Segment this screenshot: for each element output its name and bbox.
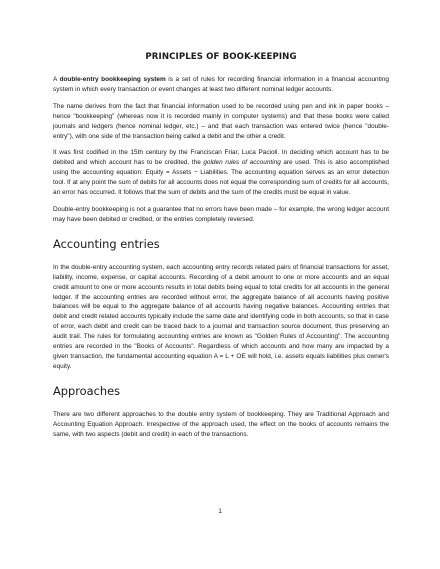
intro-p1-rest: is a set of rules for recording financial information in a financial accounting system in which every transaction or event changes at least two different nominal ledger accounts. xyxy=(53,76,389,93)
document-title: PRINCIPLES OF BOOK-KEEPING xyxy=(145,52,297,62)
intro-p1-lead: A xyxy=(53,76,60,83)
section-heading-accounting-entries: Accounting entries xyxy=(53,236,160,251)
document-page xyxy=(53,52,389,446)
section-heading-approaches: Approaches xyxy=(53,383,121,398)
intro-paragraph-1 xyxy=(53,75,389,95)
approaches-paragraph: There are two different approaches to the double entry system of bookkeeping. They are Traditional Approach and Accounting Equation Approach. Irrespective of the approach used, the effect on the books of accounts remains the same, with two aspects (debit and credit) in each of the transactions. xyxy=(53,410,389,438)
intro-paragraph-2: The name derives from the fact that financial information used to be recorded using pen and ink in paper books – hence "bookkeeping" (whereas now it is recorded mainly in computer systems) and that these books were called journals and ledgers (hence nominal ledger, etc.) – and that each transaction was entered twice (hence "double-entry"), with one side of the transaction being called a debit and the other a credit. xyxy=(53,102,389,140)
intro-paragraph-3 xyxy=(53,148,389,198)
intro-p3-before: It was first codified in the 15th century by the Franciscan Friar, Luca Pacioli. In deciding which account has to be debited and which account has to be credited, the xyxy=(53,149,389,167)
intro-p1-bold-term: double-entry bookkeeping system xyxy=(59,76,166,83)
accounting-entries-paragraph: In the double-entry accounting system, each accounting entry records related pairs of financial transactions for asset, liability, income, expense, or capital accounts. Recording of a debit amount to one or more accounts and an equal credit amount to one or more accounts results in total debits being equal to total credits for all accounts in the general ledger. If the accounting entries are recorded without error, the aggregate balance of all accounts having positive balances will be equal to the aggregate balance of all accounts having negative balances. Accounting entries that debit and credit related accounts typically include the same date and identifying code in both accounts, so that in case of error, each debit and credit can be traced back to a journal and transaction source document, thus preserving an audit trail. The rules for formulating accounting entries are known as "Golden Rules of Accounting". The accounting entries are recorded in the "Books of Accounts". Regardless of which accounts and how many are impacted by a given transaction, the fundamental accounting equation A = L + OE will hold, i.e. assets equals liabilities plus owner's equity. xyxy=(53,263,389,370)
intro-paragraph-4: Double-entry bookkeeping is not a guarantee that no errors have been made – for example, the wrong ledger account may have been debited or credited, or the entries completely reversed. xyxy=(53,205,389,223)
intro-p3-after: are used. This is also accomplished using the accounting equation: Equity = Assets − Liabilities. The accounting equation serves as an error detection tool. If at any point the sum of debits for all accounts does not equal the corresponding sum of credits for all accounts, an error has occurred. It follows that the sum of debits and the sum of the credits must be equal in value. xyxy=(53,159,389,197)
intro-p3-italic-term: golden rules of accounting xyxy=(203,159,281,167)
page-number: 1 xyxy=(218,508,222,515)
